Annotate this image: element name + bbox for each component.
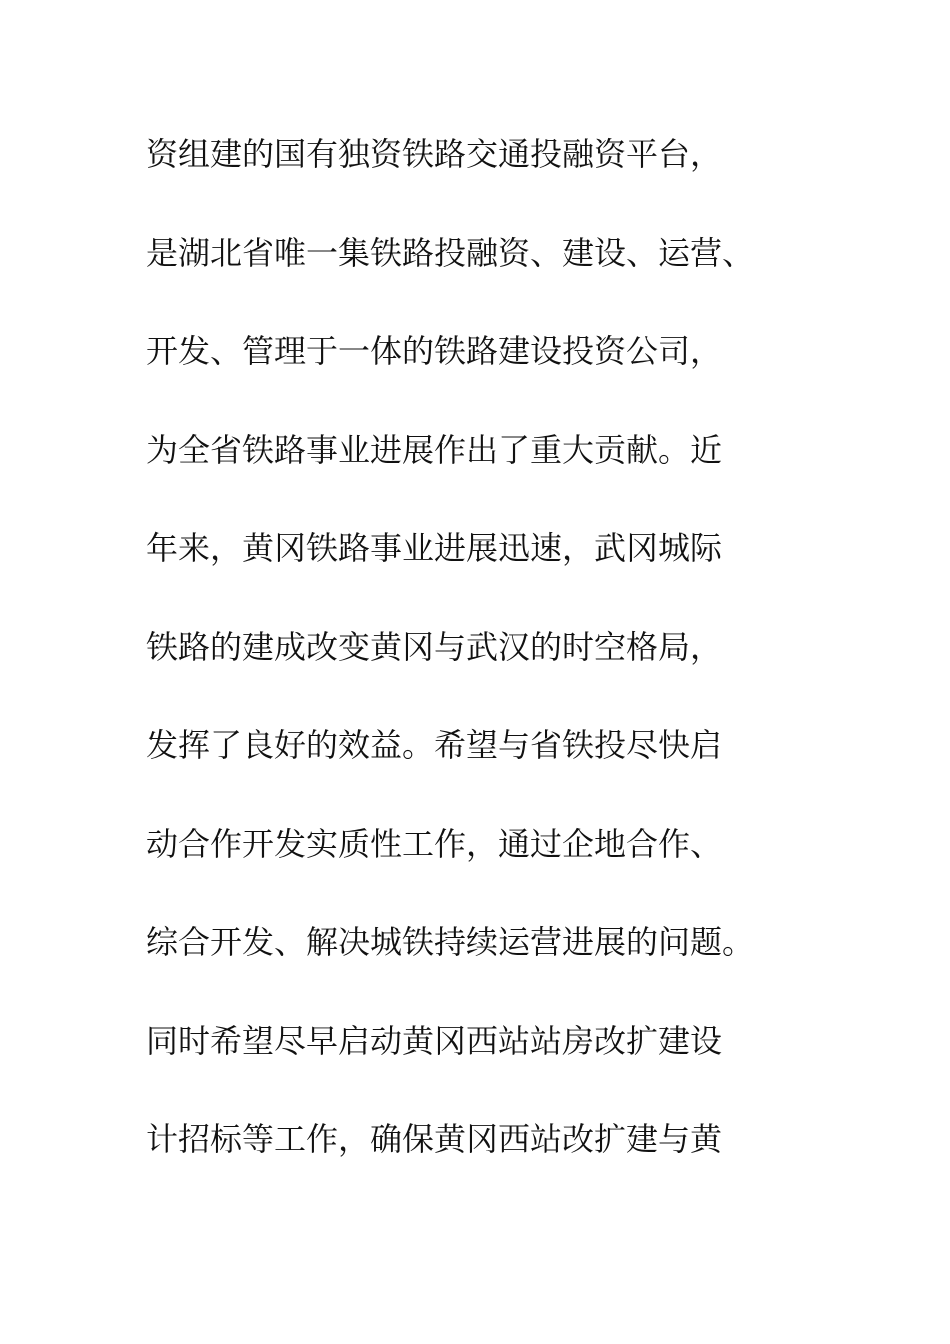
text-line: 是湖北省唯一集铁路投融资、建设、运营、	[146, 233, 755, 272]
text-line: 同时希望尽早启动黄冈西站站房改扩建设	[146, 1021, 723, 1060]
text-line: 计招标等工作，确保黄冈西站改扩建与黄	[146, 1120, 723, 1158]
text-line: 综合开发、解决城铁持续运营进展的问题。	[146, 923, 755, 961]
body-text	[146, 128, 846, 1212]
text-line: 开发、管理于一体的铁路建设投资公司，	[146, 332, 723, 370]
text-line: 发挥了良好的效益。希望与省铁投尽快启	[146, 726, 723, 764]
text-line: 资组建的国有独资铁路交通投融资平台，	[146, 135, 723, 173]
text-line: 为全省铁路事业进展作出了重大贡献。近	[146, 430, 723, 469]
text-line: 动合作开发实质性工作，通过企地合作、	[146, 824, 723, 863]
text-line: 铁路的建成改变黄冈与武汉的时空格局，	[146, 627, 723, 666]
text-line: 年来，黄冈铁路事业进展迅速，武冈城际	[146, 529, 723, 567]
